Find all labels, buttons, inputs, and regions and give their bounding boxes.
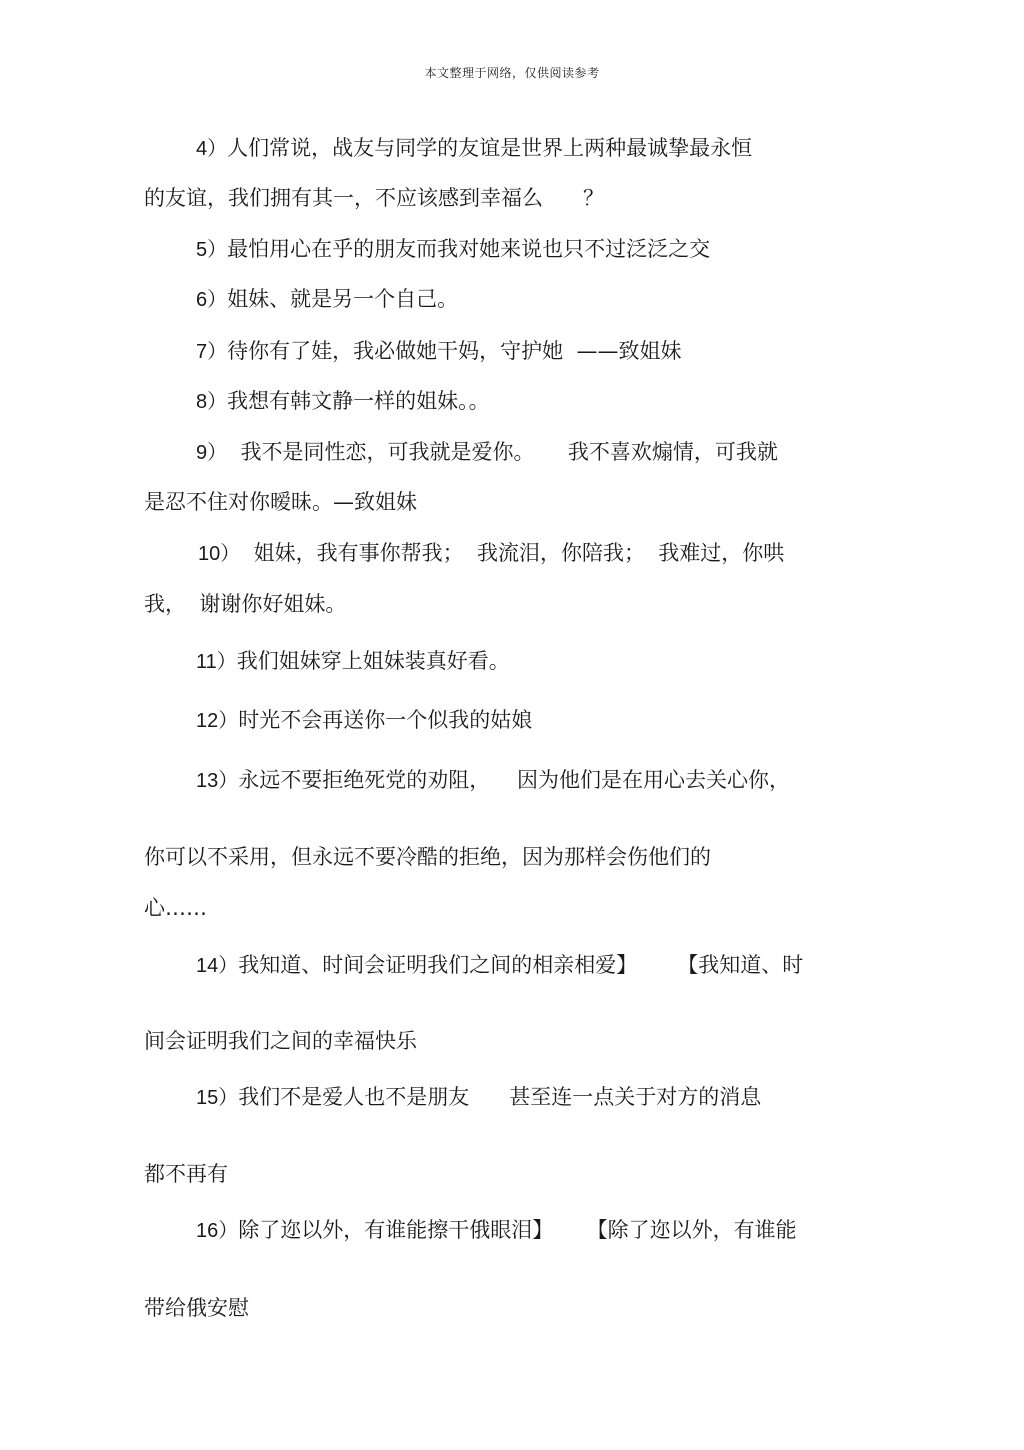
text-line [196,951,803,980]
item-number: 4） [196,138,228,160]
text-line [144,184,604,212]
line-text: 都不再有 [144,1162,228,1186]
line-text: 最怕用心在乎的朋友而我对她来说也只不过泛泛之交 [227,237,711,261]
item-number: 16） [196,1220,239,1242]
item-number: 10） [198,543,241,565]
line-text: 我们不是爱人也不是朋友 甚至连一点关于对方的消息 [238,1085,762,1109]
item-number: 12） [196,710,239,732]
line-text: 待你有了娃，我必做她干妈，守护她 ——致姐妹 [227,339,682,363]
line-text: 间会证明我们之间的幸福快乐 [144,1029,417,1053]
item-number: 5） [196,239,228,261]
line-text: 我想有韩文静一样的姐妹。。 [227,389,490,413]
line-text: 带给俄安慰 [144,1296,249,1320]
line-text: 我， 谢谢你好姐妹。 [144,592,347,616]
text-line [144,488,417,516]
line-text: 姐妹、就是另一个自己。 [227,287,459,311]
item-number: 14） [196,955,239,977]
line-text: 时光不会再送你一个似我的姑娘 [238,708,533,732]
line-text: 的友谊，我们拥有其一，不应该感到幸福么 ？ [144,186,605,210]
text-line [144,590,346,618]
item-number: 13） [196,770,239,792]
text-line [144,1160,228,1188]
line-text: 姐妹，我有事你帮我； 我流泪，你陪我； 我难过，你哄 [240,541,785,565]
line-text: 永远不要拒绝死党的劝阻， 因为他们是在用心去关心你， [238,768,790,792]
item-number: 7） [196,341,228,363]
text-line [196,706,532,735]
text-line [144,843,711,871]
page-header-note: 本文整理于网络，仅供阅读参考 [424,66,600,80]
text-line [196,647,510,676]
text-line [196,766,790,795]
line-text: 我知道、时间会证明我们之间的相亲相爱】 【我知道、时 [238,953,804,977]
text-line [198,539,784,568]
line-text: 心…… [144,896,207,920]
text-line [196,337,681,366]
text-line [196,285,458,314]
line-text: 是忍不住对你暧昧。—致姐妹 [144,490,417,514]
text-line [144,894,207,922]
text-line [196,438,778,467]
line-text: 你可以不采用，但永远不要冷酷的拒绝，因为那样会伤他们的 [144,845,711,869]
text-line [196,235,710,264]
item-number: 9） [196,442,228,464]
text-line [196,387,490,416]
item-number: 6） [196,289,228,311]
item-number: 8） [196,391,228,413]
text-line [144,1027,417,1055]
item-number: 11） [196,651,237,673]
line-text: 人们常说，战友与同学的友谊是世界上两种最诚挚最永恒 [227,136,753,160]
text-line [196,1216,797,1245]
line-text: 我们姐妹穿上姐妹装真好看。 [236,649,510,673]
text-line [144,1294,249,1322]
line-text: 除了迩以外，有谁能擦干俄眼泪】 【除了迩以外，有谁能 [238,1218,797,1242]
item-number: 15） [196,1087,239,1109]
line-text: 我不是同性恋，可我就是爱你。 我不喜欢煽情，可我就 [227,440,778,464]
text-line [196,1083,761,1112]
text-line [196,134,752,163]
